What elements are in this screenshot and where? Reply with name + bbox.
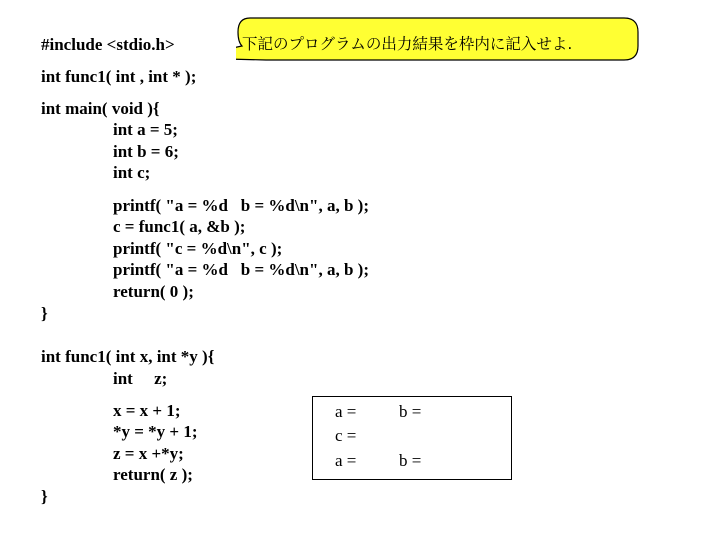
code-func-decl-z: int z;: [113, 369, 168, 388]
code-func-stmt-z: z = x +*y;: [113, 444, 184, 463]
answer-box: [312, 396, 512, 480]
code-main-stmt-printf1: printf( "a = %d b = %d\n", a, b );: [113, 196, 369, 215]
code-func-stmt-x: x = x + 1;: [113, 401, 181, 420]
instruction-callout: [236, 16, 640, 64]
code-prototype-line: int func1( int , int * );: [41, 67, 197, 86]
code-main-stmt-return: return( 0 );: [113, 282, 194, 301]
answer-b-label: b =: [399, 402, 422, 421]
code-func-close: }: [41, 487, 48, 506]
code-main-stmt-call: c = func1( a, &b );: [113, 217, 246, 236]
code-main-decl-b: int b = 6;: [113, 142, 179, 161]
code-func-signature: int func1( int x, int *y ){: [41, 347, 215, 366]
code-main-signature: int main( void ){: [41, 99, 160, 118]
answer-a-label: a =: [335, 402, 357, 421]
code-func-stmt-y: *y = *y + 1;: [113, 422, 198, 441]
code-main-decl-c: int c;: [113, 163, 151, 182]
code-include-line: #include <stdio.h>: [41, 35, 175, 54]
code-main-decl-a: int a = 5;: [113, 120, 178, 139]
answer-a-label-2: a =: [335, 451, 357, 470]
code-main-close: }: [41, 304, 48, 323]
answer-c-label: c =: [335, 426, 357, 445]
answer-b-label-2: b =: [399, 451, 422, 470]
code-main-stmt-printf2: printf( "c = %d\n", c );: [113, 239, 283, 258]
code-main-stmt-printf3: printf( "a = %d b = %d\n", a, b );: [113, 260, 369, 279]
code-func-stmt-return: return( z );: [113, 465, 193, 484]
instruction-text: 下記のプログラムの出力結果を枠内に記入せよ.: [242, 35, 573, 53]
